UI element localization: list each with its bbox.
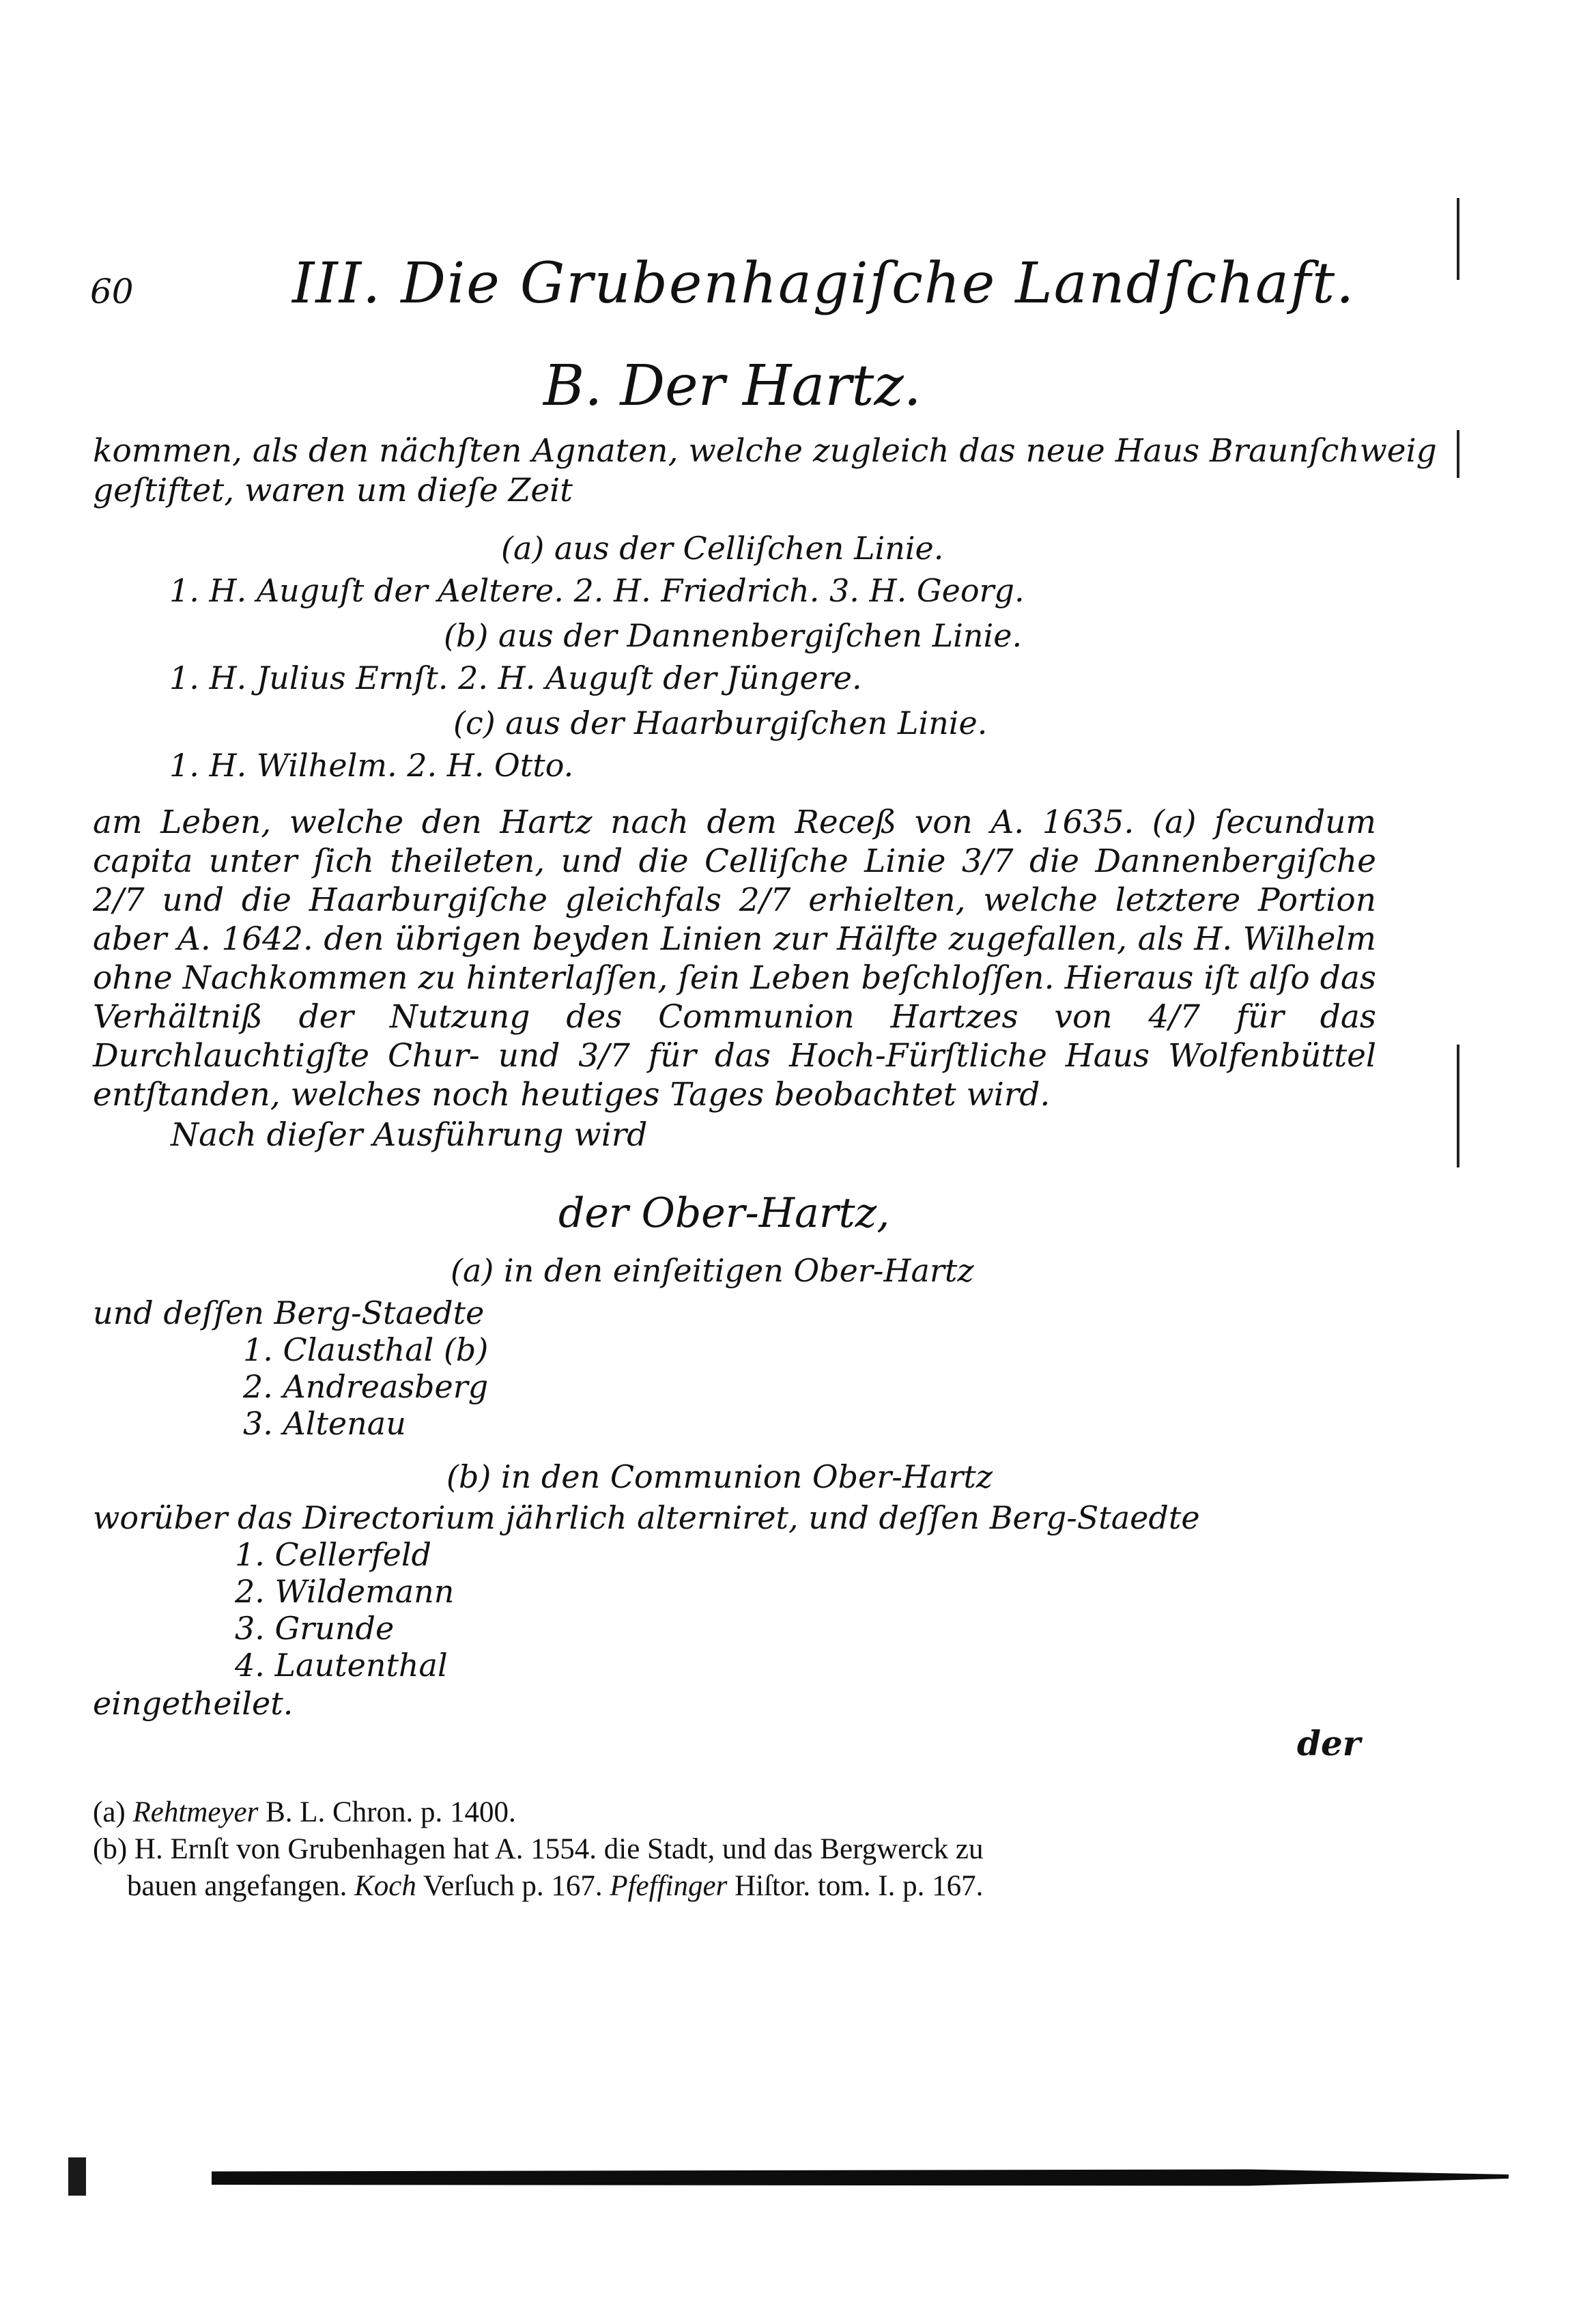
- one-sided-heading: (a) in den einſeitigen Ober-Hartz: [451, 1252, 974, 1289]
- catchword: der: [1297, 1723, 1361, 1763]
- binding-shadow-middle: [1457, 1045, 1459, 1167]
- page-number: 60: [90, 272, 134, 311]
- dannenberg-heading: (b) aus der Dannenbergiſchen Linie.: [444, 617, 1023, 654]
- town-andreasberg: 2. Andreasberg: [243, 1368, 489, 1405]
- dannenberg-members: 1. H. Julius Ernſt. 2. H. Auguſt der Jüngere.: [169, 660, 862, 696]
- footnote-b-marker: (b): [93, 1833, 128, 1865]
- ober-hartz-title: der Ober-Hartz,: [558, 1189, 890, 1237]
- town-cellerfeld: 1. Cellerfeld: [235, 1536, 431, 1573]
- one-sided-intro: und deſſen Berg-Staedte: [93, 1294, 485, 1331]
- haarburg-members: 1. H. Wilhelm. 2. H. Otto.: [169, 747, 574, 784]
- footnote-b-line2-start: bauen angefangen.: [127, 1870, 347, 1902]
- town-lautenthal: 4. Lautenthal: [235, 1647, 448, 1684]
- celle-members: 1. H. Auguſt der Aeltere. 2. H. Friedrich. 3. H. Georg.: [169, 572, 1025, 609]
- town-clausthal: 1. Clausthal (b): [243, 1331, 489, 1368]
- footnote-b: [93, 1832, 983, 1866]
- town-altenau: 3. Altenau: [243, 1405, 406, 1442]
- footnote-b-line1: H. Ernſt von Grubenhagen hat A. 1554. die Stadt, und das Bergwerck zu: [134, 1833, 984, 1865]
- communion-heading: (b) in den Communion Ober-Hartz: [446, 1458, 993, 1495]
- intro-line-1: kommen, als den nächſten Agnaten, welche zugleich das neue Haus Braunſchweig: [93, 432, 1437, 470]
- closing-word: eingetheilet.: [93, 1685, 294, 1722]
- binding-shadow-upper: [1457, 430, 1459, 478]
- footnote-a: [93, 1796, 516, 1829]
- page-bottom-shadow-rule: [212, 2166, 1509, 2187]
- intro-line-2: geſtiftet, waren um dieſe Zeit: [93, 472, 573, 509]
- transition-line: Nach dieſer Ausführung wird: [171, 1116, 648, 1154]
- binding-shadow-top: [1457, 198, 1459, 280]
- communion-intro: worüber das Directorium jährlich alterniret, und deſſen Berg-Staedte: [93, 1499, 1200, 1536]
- footnote-a-marker: (a): [93, 1796, 126, 1828]
- footnote-a-author: Rehtmeyer: [132, 1796, 259, 1828]
- town-grunde: 3. Grunde: [235, 1610, 395, 1647]
- footnote-b-continuation: [127, 1869, 983, 1903]
- running-title: III. Die Grubenhagiſche Landſchaft.: [292, 251, 1356, 316]
- haarburg-heading: (c) aus der Haarburgiſchen Linie.: [453, 705, 988, 741]
- celle-heading: (a) aus der Celliſchen Linie.: [501, 530, 944, 567]
- scan-edge-mark: [68, 2157, 86, 2196]
- footnote-a-text: B. L. Chron. p. 1400.: [266, 1796, 516, 1828]
- footnote-b-author-pfeffinger: Pfeffinger: [610, 1870, 728, 1902]
- town-wildemann: 2. Wildemann: [235, 1573, 455, 1610]
- section-title: B. Der Hartz.: [543, 354, 922, 419]
- footnote-b-mid: Verſuch p. 167.: [423, 1870, 603, 1902]
- footnote-b-end: Hiſtor. tom. I. p. 167.: [735, 1870, 984, 1902]
- main-paragraph: am Leben, welche den Hartz nach dem Receß von A. 1635. (a) ſecundum capita unter ſich theileten, und die Celliſche Linie 3/7 die Dannenbergiſche 2/7 und die Haarburgiſche gleichfals 2/7 erhielten, welche letztere Portion aber A. 1642. den übrigen beyden Linien zur Hälfte zugefallen, als H. Wilhelm ohne Nachkommen zu hinterlaſſen, ſein Leben beſchloſſen. Hieraus iſt alſo das Verhältniß der Nutzung des Communion Hartzes von 4/7 für das Durchlauchtigſte Chur- und 3/7 für das Hoch-Fürſtliche Haus Wolfenbüttel entſtanden, welches noch heutiges Tages beobachtet wird.: [93, 804, 1376, 1114]
- footnote-b-author-koch: Koch: [354, 1870, 416, 1902]
